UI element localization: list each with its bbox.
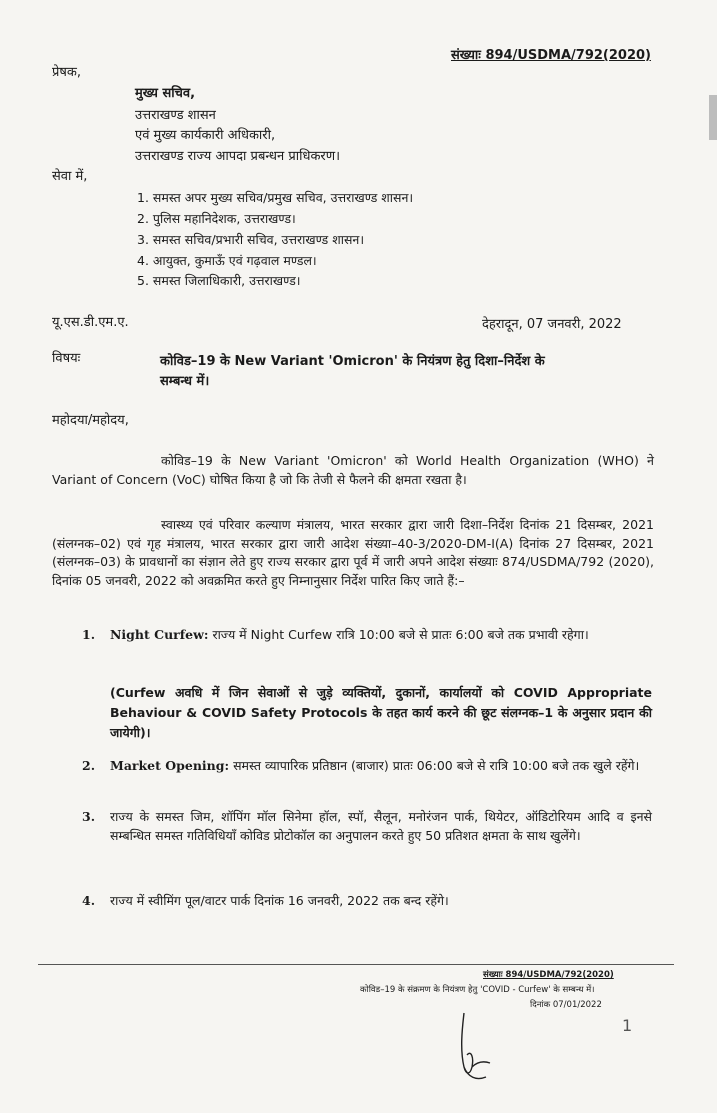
footer-reference-number: संख्याः 894/USDMA/792(2020) [483,970,614,980]
subject-label: विषयः [52,351,81,366]
sender-name: मुख्य सचिव, [135,86,196,101]
subject-line: कोविड–19 के New Variant 'Omicron' के नियंत्रण हेतु दिशा–निर्देश के [160,354,545,369]
list-item: राज्य के समस्त जिम, शॉपिंग मॉल सिनेमा हॉल, स्पॉ, सैलून, मनोरंजन पार्क, थियेटर, ऑडिटोरियम आदि व इनसे सम्बन्धित समस्त गतिविधियाँ कोविड प्रोटोकॉल का अनुपालन करते हुए 50 प्रतिशत क्षमता के साथ खुलेंगे। [110,809,652,843]
sender-label: प्रेषक, [52,65,82,80]
recipient-item: 5. समस्त जिलाधिकारी, उत्तराखण्ड। [137,273,301,288]
footer-divider [38,964,674,965]
place-date: देहरादून, 07 जनवरी, 2022 [482,317,622,332]
item-number: 3. [82,809,96,824]
scan-edge-mark [709,95,717,140]
salutation: महोदया/महोदय, [52,413,129,428]
recipient-item: 3. समस्त सचिव/प्रभारी सचिव, उत्तराखण्ड शासन। [137,232,365,247]
list-item [110,757,652,776]
list-item [110,626,652,645]
department-code: यू.एस.डी.एम.ए. [52,315,129,330]
item-text: समस्त व्यापारिक प्रतिष्ठान (बाजार) प्रातः 06:00 बजे से रात्रि 10:00 बजे तक खुले रहेंगे। [233,758,640,773]
body-paragraph: स्वास्थ्य एवं परिवार कल्याण मंत्रालय, भारत सरकार द्वारा जारी दिशा–निर्देश दिनांक 21 दिसम्बर, 2021 (संलग्नक–02) एवं गृह मंत्रालय, भारत सरकार द्वारा जारी आदेश संख्या–40-3/2020-DM-I(A) दिनांक 27 दिसम्बर, 2021 (संलग्नक–03) के प्रावधानों का संज्ञान लेते हुए राज्य सरकार द्वारा पूर्व में जारी अपने आदेश संख्याः 874/USDMA/792 (2020), दिनांक 05 जनवरी, 2022 को अवक्रमित करते हुए निम्नानुसार निर्देश पारित किए जाते हैं:– [52,517,654,588]
list-item: राज्य में स्वीमिंग पूल/वाटर पार्क दिनांक 16 जनवरी, 2022 तक बन्द रहेंगे। [110,893,449,908]
item-number: 1. [82,627,96,642]
footer-date: दिनांक 07/01/2022 [530,1000,602,1010]
recipients-label: सेवा में, [52,169,88,184]
item-text: राज्य में Night Curfew रात्रि 10:00 बजे से प्रातः 6:00 बजे तक प्रभावी रहेगा। [212,627,589,642]
item-number: 2. [82,758,96,773]
recipient-item: 4. आयुक्त, कुमाऊँ एवं गढ़वाल मण्डल। [137,253,317,268]
item-title: Night Curfew: [110,627,209,642]
reference-number: संख्याः 894/USDMA/792(2020) [451,48,651,63]
sender-line: एवं मुख्य कार्यकारी अधिकारी, [135,128,276,143]
item-note: (Curfew अवधि में जिन सेवाओं से जुड़े व्यक्तियों, दुकानों, कार्यालयों को COVID Appropriate Behaviour & COVID Safety Protocols के तहत कार्य करने की छूट संलग्नक–1 के अनुसार प्रदान की जायेगी)। [110,685,652,740]
sender-line: उत्तराखण्ड शासन [135,108,216,123]
signature-icon [452,1005,502,1085]
recipient-item: 2. पुलिस महानिदेशक, उत्तराखण्ड। [137,211,296,226]
sender-line: उत्तराखण्ड राज्य आपदा प्रबन्धन प्राधिकरण। [135,149,341,164]
body-paragraph: कोविड–19 के New Variant 'Omicron' को World Health Organization (WHO) ने Variant of Concern (VoC) घोषित किया है जो कि तेजी से फैलने की क्षमता रखता है। [52,453,654,487]
item-number: 4. [82,893,96,908]
item-title: Market Opening: [110,758,230,773]
page-number: 1 [622,1016,633,1035]
recipient-item: 1. समस्त अपर मुख्य सचिव/प्रमुख सचिव, उत्तराखण्ड शासन। [137,190,414,205]
footer-subject: कोविड–19 के संक्रमण के नियंत्रण हेतु 'COVID - Curfew' के सम्बन्ध में। [360,985,595,995]
subject-line: सम्बन्ध में। [160,374,210,389]
